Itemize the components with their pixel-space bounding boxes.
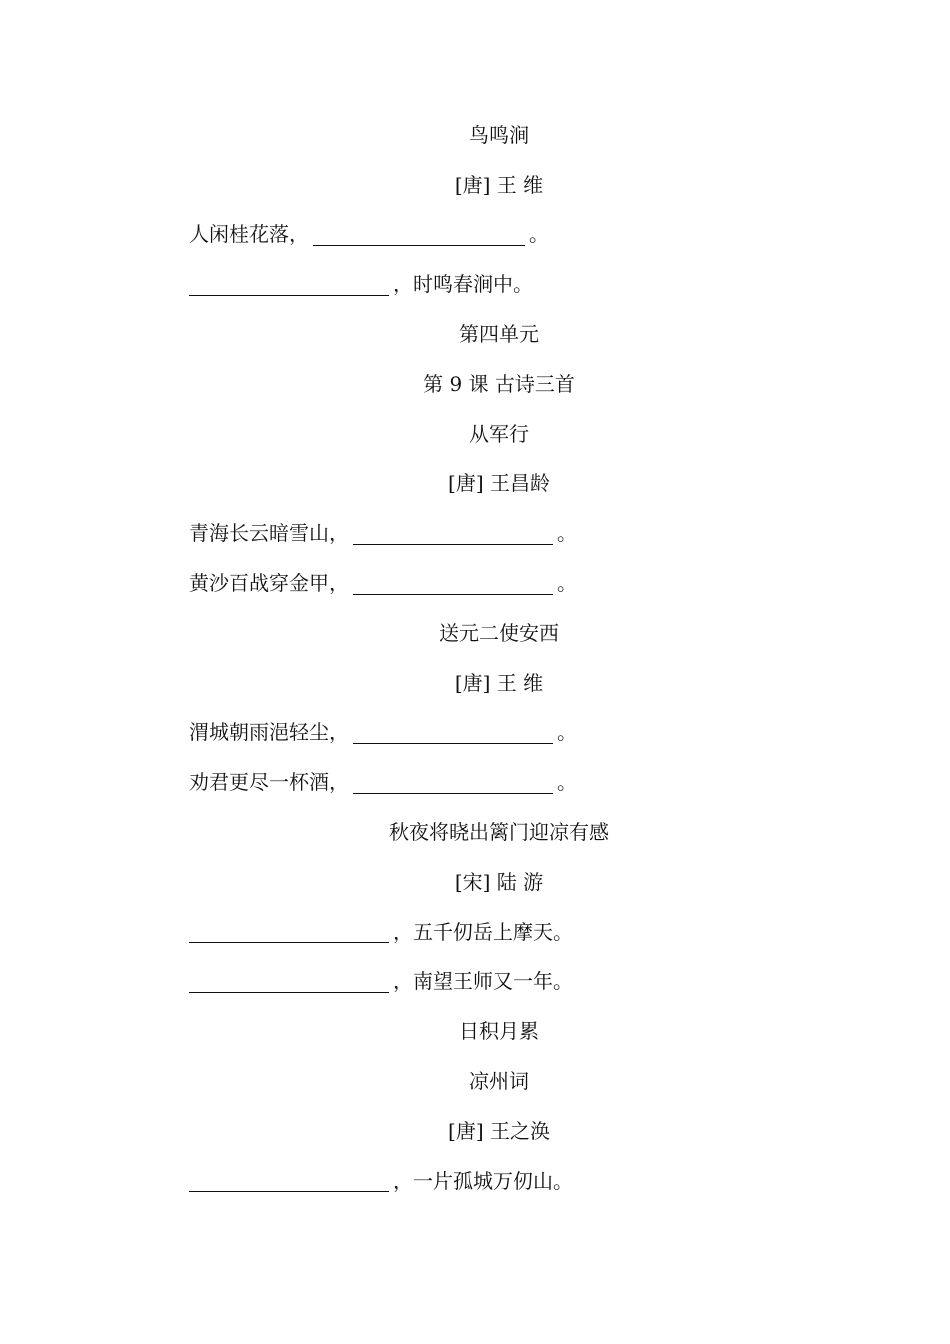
- fill-in-blank[interactable]: [353, 572, 553, 595]
- poem-title-text: 从军行: [469, 421, 529, 446]
- poem-author-text: [唐] 王 维: [454, 670, 544, 695]
- poem-line-end: 。: [557, 521, 577, 546]
- poem-line-end: 。: [529, 222, 549, 247]
- worksheet-page: [0, 110, 950, 1206]
- poem-line: [0, 558, 950, 608]
- poem-line-end: 。: [557, 770, 577, 795]
- unit-heading-text: 第四单元: [459, 322, 539, 347]
- poem-line-text: ，五千仞岳上摩天。: [393, 919, 573, 944]
- poem-author-text: [唐] 王昌龄: [448, 471, 550, 496]
- fill-in-blank[interactable]: [189, 970, 389, 993]
- poem-line-text: ，时鸣春涧中。: [393, 272, 533, 297]
- fill-in-blank[interactable]: [353, 771, 553, 794]
- poem-author-text: [唐] 王之涣: [448, 1118, 550, 1143]
- fill-in-blank[interactable]: [189, 273, 389, 296]
- fill-in-blank[interactable]: [313, 223, 525, 246]
- poem-line: [0, 508, 950, 558]
- poem-line: [0, 907, 950, 957]
- poem-line: [0, 210, 950, 260]
- poem-title: [0, 608, 950, 658]
- poem-title: [0, 409, 950, 459]
- poem-title: [0, 110, 950, 160]
- poem-line: [0, 957, 950, 1007]
- poem-title: [0, 807, 950, 857]
- poem-title-text: 鸟鸣涧: [469, 122, 529, 147]
- poem-line-text: 人闲桂花落，: [189, 222, 309, 247]
- poem-title: [0, 1056, 950, 1106]
- poem-line-text: 渭城朝雨浥轻尘，: [189, 720, 349, 745]
- poem-line-text: 劝君更尽一杯酒，: [189, 770, 349, 795]
- fill-in-blank[interactable]: [353, 721, 553, 744]
- lesson-heading: [0, 359, 950, 409]
- fill-in-blank[interactable]: [189, 920, 389, 943]
- poem-author: [0, 160, 950, 210]
- poem-author-text: [唐] 王 维: [454, 172, 544, 197]
- poem-line: [0, 259, 950, 309]
- unit-heading: [0, 309, 950, 359]
- poem-title-text: 凉州词: [469, 1069, 529, 1094]
- poem-author: [0, 658, 950, 708]
- poem-author: [0, 1106, 950, 1156]
- poem-title-text: 秋夜将晓出篱门迎凉有感: [389, 820, 609, 845]
- lesson-heading-text: 第 9 课 古诗三首: [423, 371, 575, 396]
- poem-title-text: 送元二使安西: [439, 620, 559, 645]
- poem-line: [0, 757, 950, 807]
- poem-line-end: 。: [557, 571, 577, 596]
- section-heading-text: 日积月累: [459, 1019, 539, 1044]
- fill-in-blank[interactable]: [189, 1169, 389, 1192]
- poem-line: [0, 1156, 950, 1206]
- poem-author: [0, 459, 950, 509]
- poem-line-text: ，一片孤城万仞山。: [393, 1168, 573, 1193]
- poem-author: [0, 857, 950, 907]
- fill-in-blank[interactable]: [353, 522, 553, 545]
- poem-author-text: [宋] 陆 游: [454, 869, 544, 894]
- poem-line-end: 。: [557, 720, 577, 745]
- poem-line-text: 青海长云暗雪山，: [189, 521, 349, 546]
- poem-line-text: 黄沙百战穿金甲，: [189, 571, 349, 596]
- poem-line: [0, 708, 950, 758]
- section-heading: [0, 1006, 950, 1056]
- poem-line-text: ，南望王师又一年。: [393, 969, 573, 994]
